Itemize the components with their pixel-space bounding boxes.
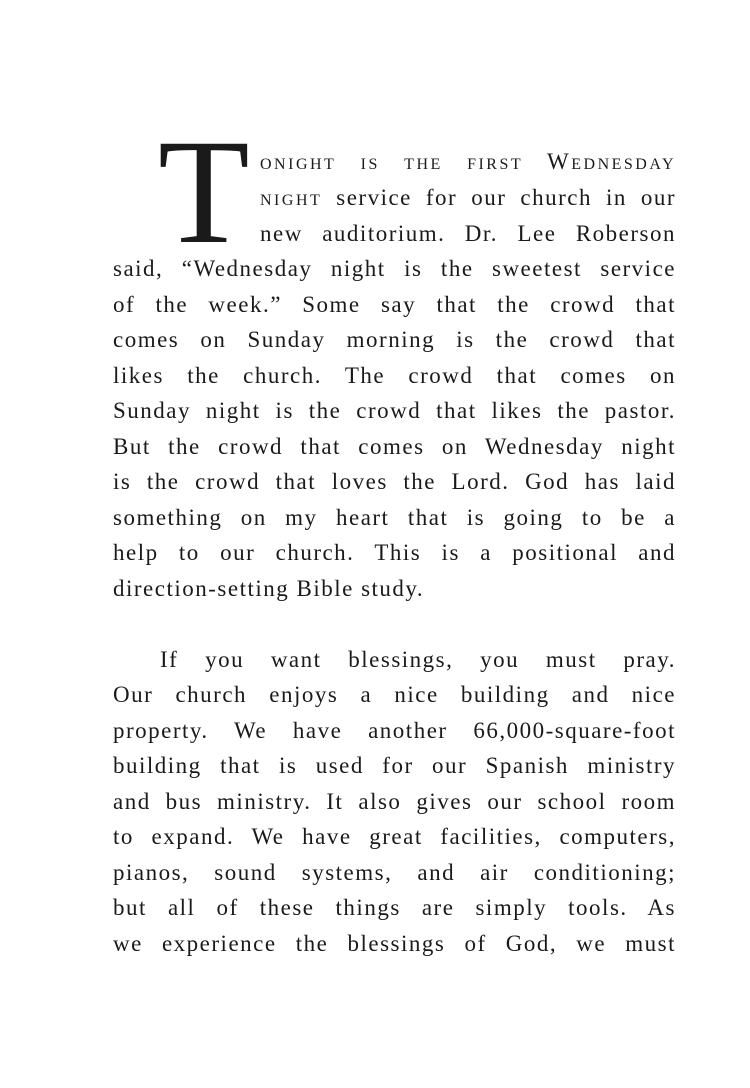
- paragraph-1-line-1: onight is the first Wednesday: [260, 149, 676, 174]
- paragraph-2-line-7: pianos, sound systems, and air conditioning;: [113, 860, 676, 885]
- paragraph-2-line-8: but all of these things are simply tools. As: [113, 895, 676, 920]
- paragraph-1-line-13: direction-setting Bible study.: [113, 576, 425, 601]
- paragraph-1-line-5: of the week.” Some say that the crowd that: [113, 292, 676, 317]
- paragraph-2-line-9: we experience the blessings of God, we must: [113, 931, 676, 956]
- paragraph-1-line-11: something on my heart that is going to be a: [113, 505, 676, 530]
- paragraph-1-line-2: night service for our church in our: [260, 185, 676, 210]
- paragraph-1-line-7: likes the church. The crowd that comes on: [113, 363, 676, 388]
- paragraph-1-line-8: Sunday night is the crowd that likes the pastor.: [113, 398, 676, 423]
- paragraph-1-line-12: help to our church. This is a positional and: [113, 540, 676, 565]
- paragraph-2-line-5: and bus ministry. It also gives our school room: [113, 789, 676, 814]
- drop-cap: T: [158, 109, 250, 275]
- paragraph-2-line-4: building that is used for our Spanish ministry: [113, 753, 676, 778]
- paragraph-1-line-9: But the crowd that comes on Wednesday night: [113, 434, 676, 459]
- paragraph-2-line-2: Our church enjoys a nice building and nice: [113, 682, 676, 707]
- paragraph-2-line-6: to expand. We have great facilities, computers,: [113, 824, 676, 849]
- paragraph-1-line-3: new auditorium. Dr. Lee Roberson: [260, 221, 676, 246]
- paragraph-2-line-1: If you want blessings, you must pray.: [160, 647, 676, 672]
- paragraph-1-line-6: comes on Sunday morning is the crowd that: [113, 327, 676, 352]
- paragraph-1-line-10: is the crowd that loves the Lord. God has laid: [113, 469, 676, 494]
- paragraph-1-line-4: said, “Wednesday night is the sweetest service: [113, 256, 676, 281]
- paragraph-2-line-3: property. We have another 66,000-square-foot: [113, 718, 676, 743]
